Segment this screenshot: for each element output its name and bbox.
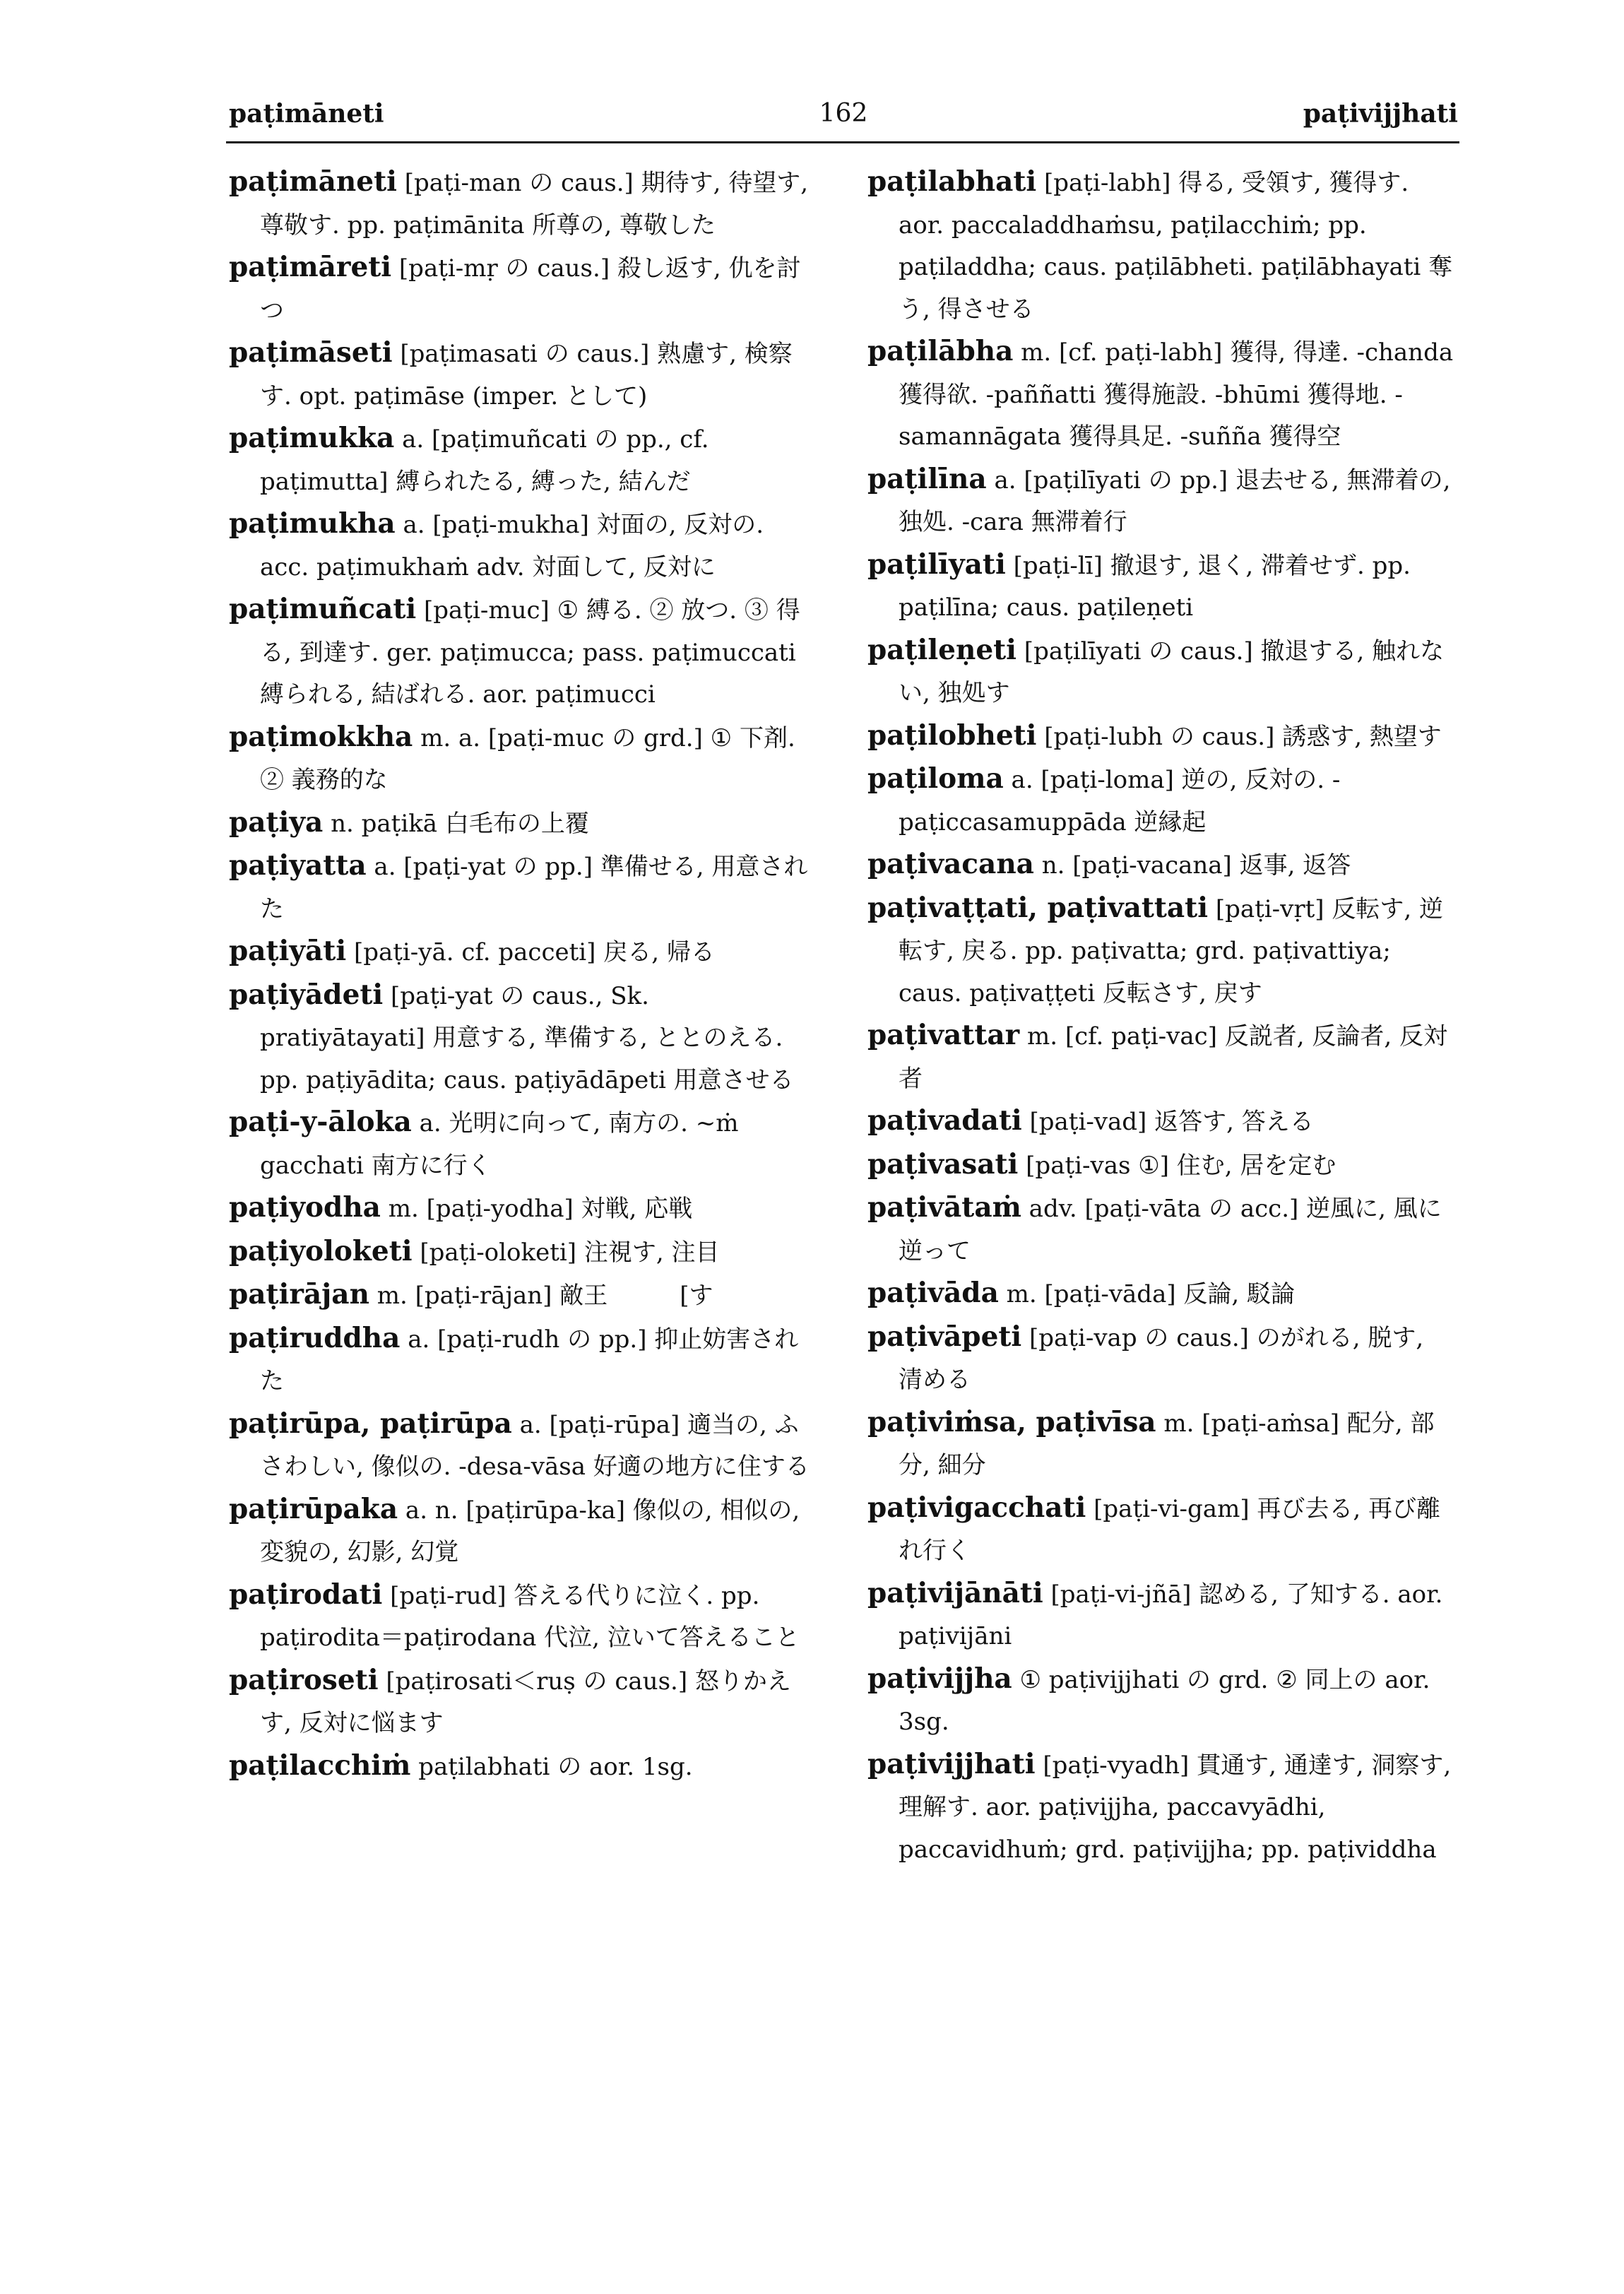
entry-definition: a. [paṭi-mukha] 対面の, 反対の. acc. paṭimukhaṁ adv. 対面して, 反対に [260,511,764,581]
dictionary-entry [867,1316,1454,1402]
entry-definition: [paṭi-vyadh] 貫通す, 通達す, 洞察す, 理解す. aor. paṭivijjha, paccavyādhi, paccavidhuṁ; grd. paṭivijjha; pp. paṭividdha [899,1751,1452,1864]
dictionary-entry [229,1274,815,1318]
entry-definition: m. a. [paṭi-muc の grd.] ① 下剤. ② 義務的な [260,723,795,794]
dictionary-entry [867,887,1454,1015]
entry-headword: paṭirūpaka [229,1492,398,1525]
entry-headword: paṭivacana [867,848,1034,880]
entry-definition: [paṭi-lī] 撤退す, 退く, 滞着せず. pp. paṭilīna; caus. paṭileṇeti [899,551,1411,622]
dictionary-entry [229,161,815,247]
dictionary-entry [229,418,815,503]
entry-definition: m. [paṭi-vāda] 反論, 駁論 [998,1280,1296,1308]
entry-definition: a. n. [paṭirūpa-ka] 像似の, 相似の, 変貌の, 幻影, 幻覚 [260,1496,800,1566]
dictionary-entry [867,1402,1454,1487]
dictionary-entry [229,1187,815,1231]
entry-definition: a. 光明に向って, 南方の. ~ṁ gacchati 南方に行く [260,1109,739,1180]
entry-headword: paṭirodati [229,1578,383,1611]
entry-headword: paṭivāpeti [867,1320,1022,1353]
dictionary-entry [867,1100,1454,1144]
dictionary-entry [867,715,1454,759]
entry-headword: paṭivātaṁ [867,1191,1021,1224]
dictionary-entry [867,1744,1454,1872]
entry-headword: paṭimukka [229,422,395,454]
page-number: 162 [819,99,868,128]
entry-headword: paṭiyoloketi [229,1234,413,1267]
entry-definition: [paṭi-vad] 返答す, 答える [1021,1108,1314,1136]
dictionary-entry [229,1231,815,1275]
dictionary-entry [229,589,815,716]
dictionary-entry [229,1489,815,1574]
entry-headword: paṭiviṁsa, paṭivīsa [867,1405,1156,1438]
entry-headword: paṭimokkha [229,720,413,753]
entry-definition: [paṭi-oloketi] 注視す, 注目 [412,1238,720,1267]
entry-definition: a. [paṭi-rudh の pp.] 抑止妨害された [260,1325,799,1395]
left-column [229,161,815,1788]
entry-headword: paṭiloma [867,762,1004,795]
dictionary-entry [229,1574,815,1660]
entry-headword: paṭimāseti [229,336,393,369]
entry-headword: paṭilacchiṁ [229,1749,411,1782]
dictionary-entry [867,758,1454,844]
dictionary-entry [867,331,1454,459]
entry-headword: paṭivāda [867,1277,999,1309]
entry-definition: [paṭi-muc] ① 縛る. ② 放つ. ③ 得る, 到達す. ger. paṭimucca; pass. paṭimuccati 縛られる, 結ばれる. aor. paṭimucci [260,596,800,709]
dictionary-entry [867,629,1454,715]
entry-headword: paṭi-y-āloka [229,1106,412,1138]
dictionary-entry [229,1318,815,1403]
entry-headword: paṭileṇeti [867,633,1017,666]
entry-definition: [paṭilīyati の caus.] 撤退する, 触れない, 独処す [899,637,1445,707]
dictionary-entry [867,1015,1454,1100]
entry-headword: paṭilīna [867,462,987,495]
entry-headword: paṭiyatta [229,849,367,882]
entry-headword: paṭivijānāti [867,1576,1043,1609]
entry-headword: paṭimāneti [229,165,397,198]
entry-definition: [paṭi-yat の caus., Sk. pratiyātayati] 用意する, 準備する, ととのえる. pp. paṭiyādita; caus. paṭiyādāpeti 用意させる [260,981,794,1094]
entry-definition: a. [paṭi-rūpa] 適当の, ふさわしい, 像似の. -desa-vāsa 好適の地方に住する [260,1410,810,1481]
entry-headword: paṭiruddha [229,1321,401,1354]
entry-definition: m. [cf. paṭi-labh] 獲得, 得達. -chanda 獲得欲. -paññatti 獲得施設. -bhūmi 獲得地. -samannāgata 獲得具足. -suñña 獲得空 [899,338,1454,451]
dictionary-entry [229,1660,815,1745]
dictionary-entry [867,459,1454,544]
entry-definition: m. [paṭi-yodha] 対戦, 応戦 [380,1195,693,1223]
entry-headword: paṭirājan [229,1278,369,1311]
entry-definition: [paṭi-mṛ の caus.] 殺し返す, 仇を討つ [260,254,801,325]
entry-definition: a. [paṭilīyati の pp.] 退去せる, 無滞着の, 独処. -cara 無滞着行 [899,466,1451,536]
entry-definition: m. [paṭi-aṁsa] 配分, 部分, 細分 [899,1409,1435,1479]
entry-headword: paṭivadati [867,1104,1022,1137]
entry-definition: [paṭimasati の caus.] 熟慮す, 検察す. opt. paṭimāse (imper. として) [260,340,793,410]
dictionary-entry [867,1658,1454,1744]
entry-definition: [paṭirosati＜ruṣ の caus.] 怒りかえす, 反対に悩ます [260,1667,791,1737]
entry-definition: [paṭi-yā. cf. pacceti] 戻る, 帰る [346,938,715,966]
dictionary-entry [229,716,815,802]
entry-definition: [paṭi-vap の caus.] のがれる, 脱す, 清める [899,1323,1424,1394]
right-column [867,161,1454,1871]
running-head-right: paṭivijjhati [1303,99,1458,129]
dictionary-entry [867,1272,1454,1316]
entry-definition: a. [paṭi-yat の pp.] 準備せる, 用意された [260,853,808,923]
dictionary-entry [867,1187,1454,1272]
entry-definition: [paṭi-vi-jñā] 認める, 了知する. aor. paṭivijāni [899,1580,1443,1650]
entry-headword: paṭimuñcati [229,593,417,625]
dictionary-entry [229,845,815,930]
dictionary-entry [867,1573,1454,1658]
entry-headword: paṭiroseti [229,1663,379,1696]
entry-headword: paṭivigacchati [867,1491,1086,1524]
entry-headword: paṭivijjha [867,1662,1012,1695]
entry-definition: n. [paṭi-vacana] 返事, 返答 [1033,851,1351,880]
dictionary-entry [867,544,1454,629]
entry-headword: paṭimāreti [229,251,392,283]
entry-definition: a. [paṭi-loma] 逆の, 反対の. -paṭiccasamuppāda 逆縁起 [899,766,1341,836]
entry-headword: paṭivijjhati [867,1747,1036,1780]
entry-headword: paṭivaṭṭati, paṭivattati [867,891,1209,924]
entry-headword: paṭiyādeti [229,978,384,1011]
entry-definition: m. [cf. paṭi-vac] 反説者, 反論者, 反対者 [899,1022,1447,1093]
dictionary-entry [229,974,815,1102]
header-rule [226,141,1459,143]
entry-headword: paṭilobheti [867,719,1037,752]
dictionary-entry [229,930,815,974]
dictionary-entry [867,1487,1454,1573]
entry-headword: paṭimukha [229,507,396,540]
entry-headword: paṭivattar [867,1019,1020,1051]
entry-headword: paṭivasati [867,1147,1019,1181]
running-head-left: paṭimāneti [229,99,384,129]
entry-definition: a. [paṭimuñcati の pp., cf. paṭimutta] 縛られたる, 縛った, 結んだ [260,425,709,496]
dictionary-entry [229,247,815,332]
entry-headword: paṭiyodha [229,1191,381,1224]
entry-definition: adv. [paṭi-vāta の acc.] 逆風に, 風に逆って [899,1195,1442,1265]
entry-headword: paṭiya [229,805,324,839]
entry-definition: [paṭi-vas ①] 住む, 居を定む [1018,1151,1336,1180]
entry-headword: paṭilabhati [867,165,1037,198]
dictionary-entry [229,1101,815,1187]
entry-definition: m. [paṭi-rājan] 敵王 [す [369,1282,713,1310]
dictionary-entry [229,503,815,589]
dictionary-entry [229,1745,815,1789]
entry-definition: ① paṭivijjhati の grd. ② 同上の aor. 3sg. [899,1665,1430,1736]
entry-headword: paṭilābha [867,335,1014,367]
entry-definition: [paṭi-vṛt] 反転す, 逆転す, 戻る. pp. paṭivatta; grd. paṭivattiya; caus. paṭivaṭṭeti 反転さす, 戻す [899,894,1443,1007]
entry-definition: [paṭi-man の caus.] 期待す, 待望す, 尊敬す. pp. paṭimānita 所尊の, 尊敬した [260,169,809,240]
entry-definition: [paṭi-lubh の caus.] 誘惑す, 熱望す [1036,722,1442,751]
dictionary-entry [229,332,815,418]
entry-definition: paṭilabhati の aor. 1sg. [410,1752,693,1781]
entry-headword: paṭilīyati [867,548,1006,581]
dictionary-entry [229,802,815,846]
dictionary-entry [867,1144,1454,1188]
entry-definition: [paṭi-labh] 得る, 受領す, 獲得す. aor. paccaladdhaṁsu, paṭilacchiṁ; pp. paṭiladdha; caus. paṭilābheti. paṭilābhayati 奪う, 得させる [899,169,1453,324]
entry-definition: [paṭi-vi-gam] 再び去る, 再び離れ行く [899,1494,1441,1565]
dictionary-entry [867,844,1454,887]
entry-headword: paṭiyāti [229,935,347,967]
entry-headword: paṭirūpa, paṭirūpa [229,1407,512,1440]
dictionary-entry [867,161,1454,331]
entry-definition: n. paṭikā 白毛布の上覆 [323,809,589,838]
entry-definition: [paṭi-rud] 答える代りに泣く. pp. paṭirodita＝paṭirodana 代泣, 泣いて答えること [260,1581,800,1652]
dictionary-entry [229,1403,815,1489]
